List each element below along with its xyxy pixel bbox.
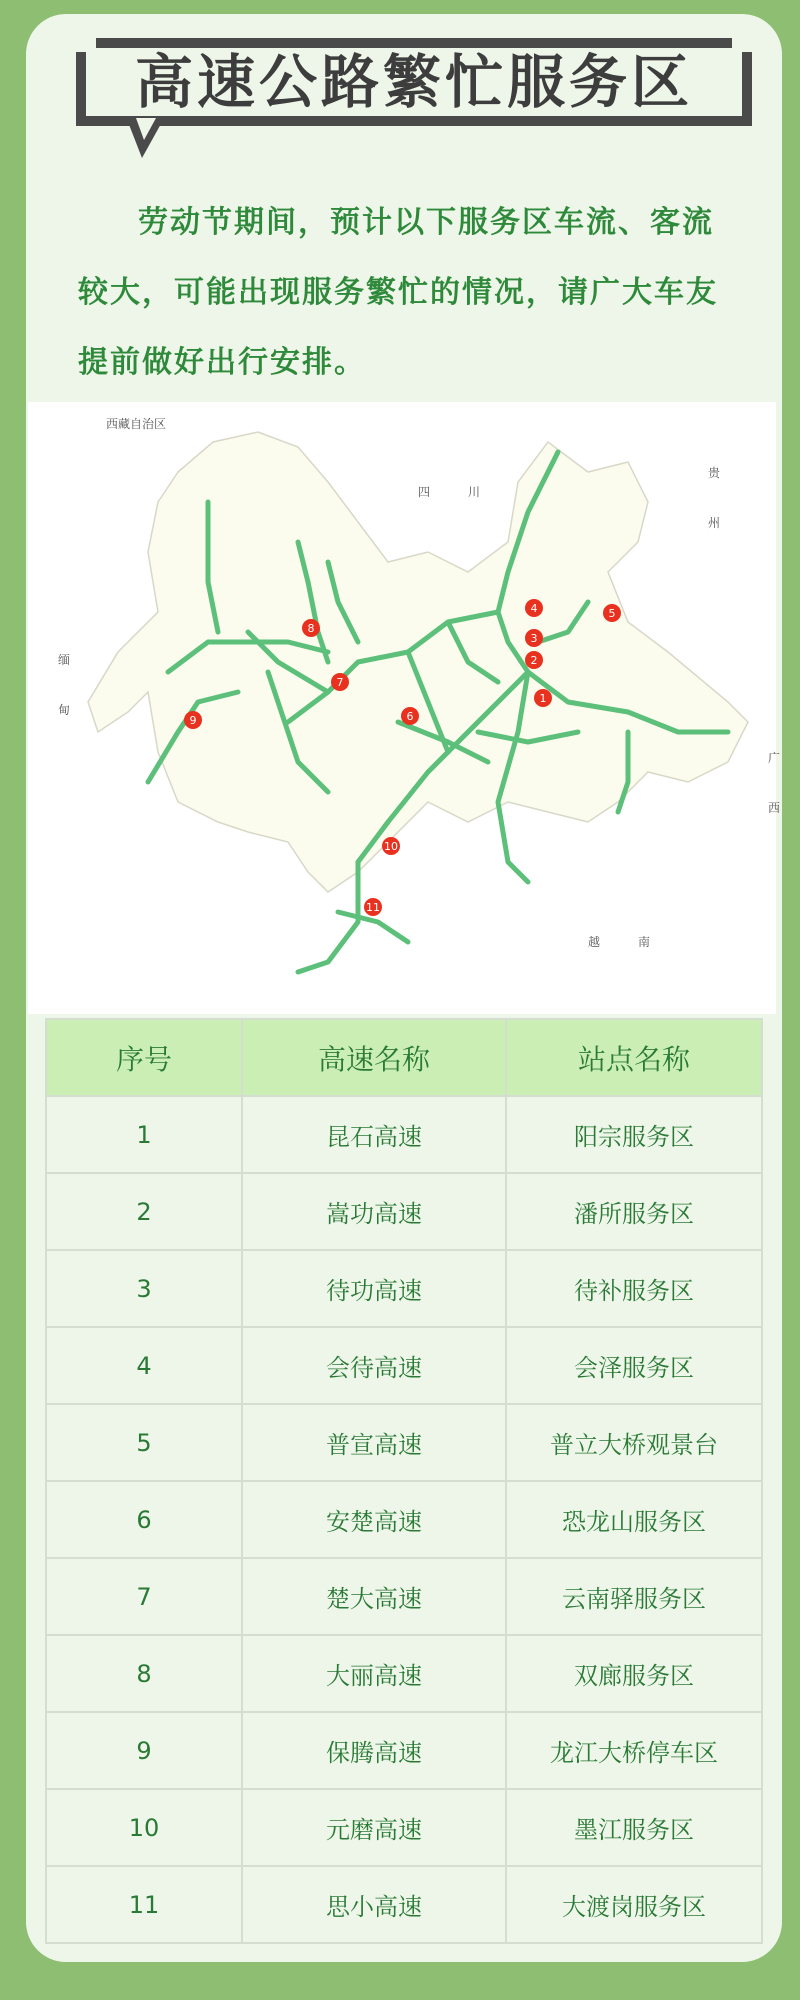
label-guizhou-2: 州 xyxy=(708,516,721,530)
cell-station: 潘所服务区 xyxy=(506,1173,762,1250)
label-sichuan-1: 四 xyxy=(418,485,431,499)
label-guizhou-1: 贵 xyxy=(708,466,721,480)
marker-label-11: 11 xyxy=(366,901,380,914)
marker-label-3: 3 xyxy=(530,632,538,645)
header-highway: 高速名称 xyxy=(242,1019,506,1096)
marker-label-5: 5 xyxy=(608,607,616,620)
table-row xyxy=(46,1481,762,1558)
cell-index: 1 xyxy=(46,1096,242,1173)
header-index: 序号 xyxy=(46,1019,242,1096)
table-row xyxy=(46,1404,762,1481)
cell-station: 云南驿服务区 xyxy=(506,1558,762,1635)
marker-label-7: 7 xyxy=(336,676,344,689)
cell-index: 9 xyxy=(46,1712,242,1789)
label-vietnam-1: 越 xyxy=(588,935,601,949)
service-area-table xyxy=(45,1018,763,1944)
cell-station: 双廊服务区 xyxy=(506,1635,762,1712)
page-title: 高速公路繁忙服务区 xyxy=(134,48,693,116)
map-graphic xyxy=(28,402,781,1014)
table-row xyxy=(46,1789,762,1866)
cell-index: 10 xyxy=(46,1789,242,1866)
table-row xyxy=(46,1173,762,1250)
cell-station: 大渡岗服务区 xyxy=(506,1866,762,1943)
cell-index: 7 xyxy=(46,1558,242,1635)
cell-highway: 安楚高速 xyxy=(242,1481,506,1558)
cell-highway: 嵩功高速 xyxy=(242,1173,506,1250)
header-station: 站点名称 xyxy=(506,1019,762,1096)
marker-label-8: 8 xyxy=(307,622,315,635)
cell-highway: 大丽高速 xyxy=(242,1635,506,1712)
cell-station: 会泽服务区 xyxy=(506,1327,762,1404)
cell-highway: 元磨高速 xyxy=(242,1789,506,1866)
marker-label-10: 10 xyxy=(384,840,398,853)
province-land xyxy=(88,432,748,892)
cell-highway: 普宣高速 xyxy=(242,1404,506,1481)
yunnan-highway-map xyxy=(28,402,781,1014)
marker-label-4: 4 xyxy=(530,602,538,615)
cell-index: 2 xyxy=(46,1173,242,1250)
cell-highway: 昆石高速 xyxy=(242,1096,506,1173)
cell-index: 5 xyxy=(46,1404,242,1481)
cell-station: 墨江服务区 xyxy=(506,1789,762,1866)
label-myanmar-1: 缅 xyxy=(58,653,71,667)
table-row xyxy=(46,1712,762,1789)
cell-station: 龙江大桥停车区 xyxy=(506,1712,762,1789)
label-vietnam-2: 南 xyxy=(638,935,651,949)
cell-station: 普立大桥观景台 xyxy=(506,1404,762,1481)
cell-index: 6 xyxy=(46,1481,242,1558)
cell-highway: 思小高速 xyxy=(242,1866,506,1943)
label-myanmar-2: 甸 xyxy=(58,703,71,717)
cell-highway: 待功高速 xyxy=(242,1250,506,1327)
marker-label-1: 1 xyxy=(539,692,547,705)
table-header-row xyxy=(46,1019,762,1096)
cell-index: 4 xyxy=(46,1327,242,1404)
table-row xyxy=(46,1558,762,1635)
table-row xyxy=(46,1866,762,1943)
marker-label-2: 2 xyxy=(530,654,538,667)
table-row xyxy=(46,1635,762,1712)
cell-station: 阳宗服务区 xyxy=(506,1096,762,1173)
cell-highway: 保腾高速 xyxy=(242,1712,506,1789)
cell-index: 11 xyxy=(46,1866,242,1943)
table-row xyxy=(46,1096,762,1173)
label-guangxi-2: 西 xyxy=(768,801,781,815)
marker-label-9: 9 xyxy=(189,714,197,727)
intro-text: 劳动节期间，预计以下服务区车流、客流较大，可能出现服务繁忙的情况，请广大车友提前做好出行安排。 xyxy=(78,205,718,380)
cell-index: 8 xyxy=(46,1635,242,1712)
label-tibet: 西藏自治区 xyxy=(106,417,167,431)
label-sichuan-2: 川 xyxy=(468,485,481,499)
marker-label-6: 6 xyxy=(406,710,414,723)
cell-station: 恐龙山服务区 xyxy=(506,1481,762,1558)
label-guangxi-1: 广 xyxy=(768,751,781,765)
cell-station: 待补服务区 xyxy=(506,1250,762,1327)
cell-highway: 会待高速 xyxy=(242,1327,506,1404)
cell-index: 3 xyxy=(46,1250,242,1327)
table-row xyxy=(46,1250,762,1327)
table-row xyxy=(46,1327,762,1404)
cell-highway: 楚大高速 xyxy=(242,1558,506,1635)
